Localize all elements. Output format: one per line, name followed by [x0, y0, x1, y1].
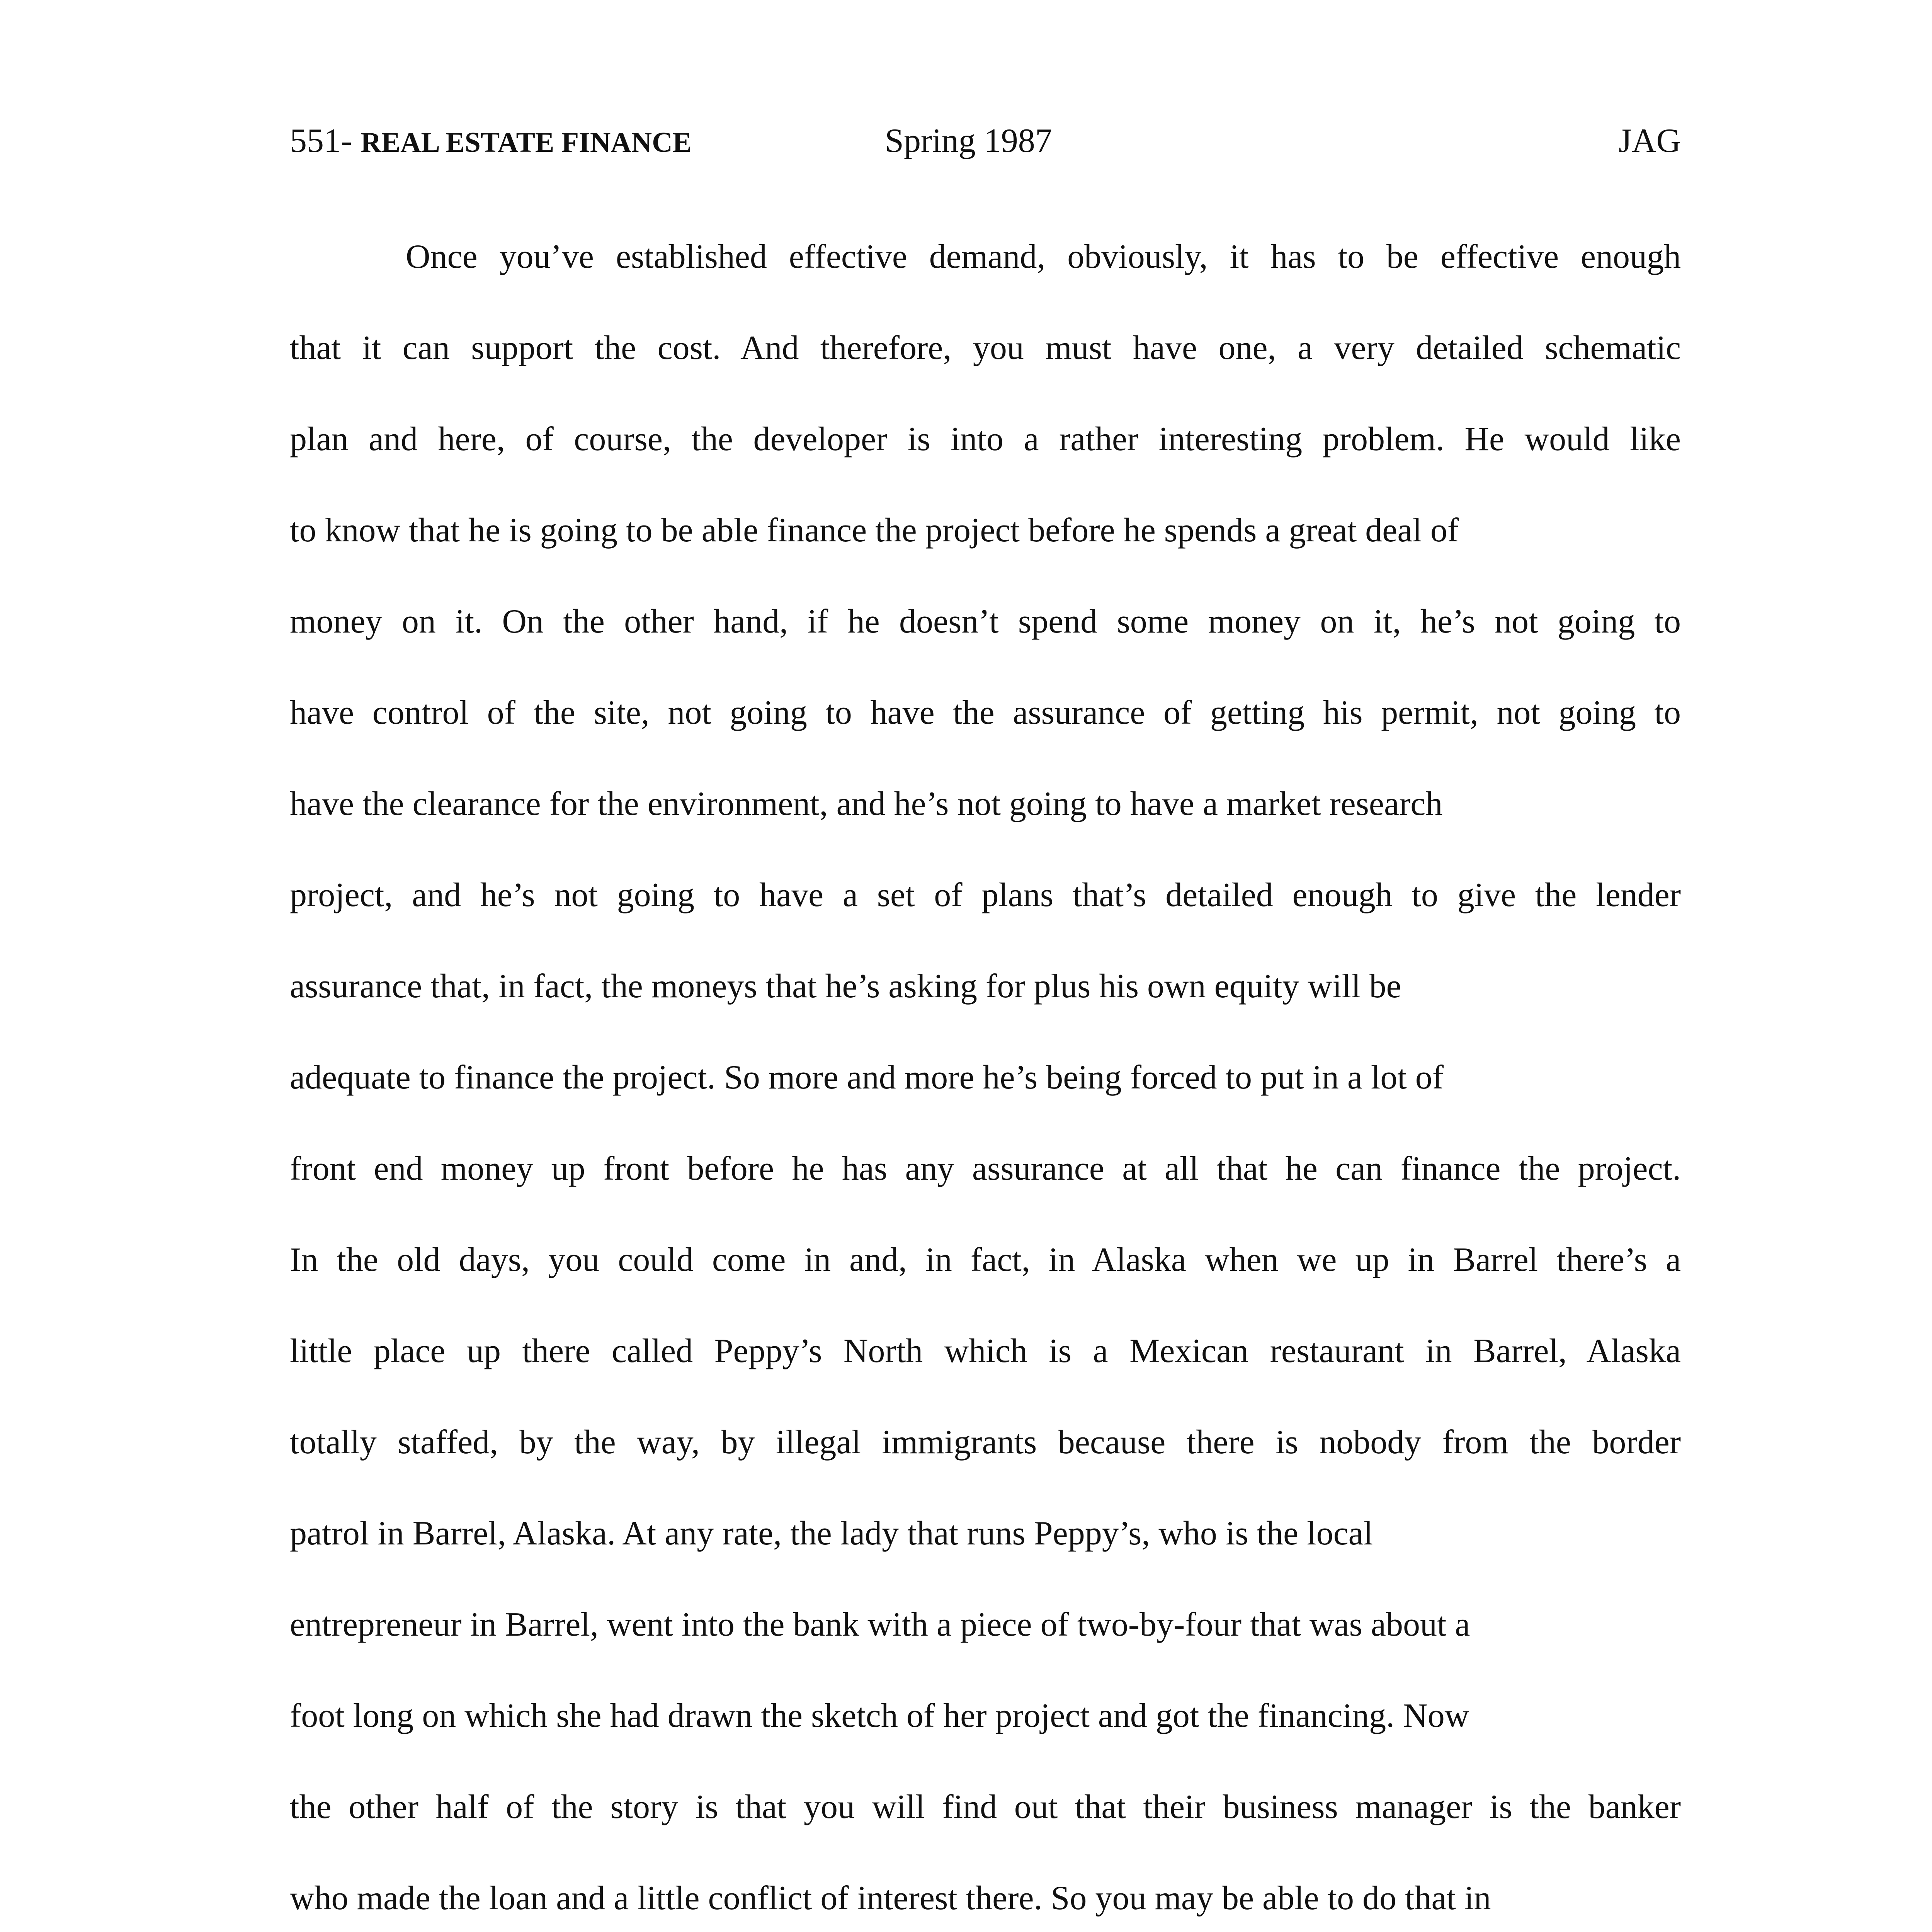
- body-line: patrol in Barrel, Alaska. At any rate, the lady that runs Peppy’s, who is the local: [290, 1515, 1373, 1552]
- body-line: that it can support the cost. And therefore, you must have one, a very detailed schematic: [290, 329, 1681, 367]
- body-line: entrepreneur in Barrel, went into the bank with a piece of two-by-four that was about a: [290, 1606, 1470, 1643]
- author-initials: JAG: [1618, 122, 1681, 160]
- course-name: REAL ESTATE FINANCE: [361, 127, 692, 158]
- body-line: In the old days, you could come in and, in fact, in Alaska when we up in Barrel there’s a: [290, 1241, 1681, 1279]
- body-line: little place up there called Peppy’s North which is a Mexican restaurant in Barrel, Alaska: [290, 1332, 1681, 1370]
- body-line: to know that he is going to be able finance the project before he spends a great deal of: [290, 512, 1459, 549]
- body-line: the other half of the story is that you will find out that their business manager is the banker: [290, 1788, 1681, 1826]
- body-line: assurance that, in fact, the moneys that he’s asking for plus his own equity will be: [290, 968, 1401, 1005]
- body-line: have the clearance for the environment, and he’s not going to have a market research: [290, 785, 1443, 823]
- course-number: 551-: [290, 122, 352, 160]
- body-line: adequate to finance the project. So more and more he’s being forced to put in a lot of: [290, 1059, 1444, 1096]
- body-line: foot long on which she had drawn the sketch of her project and got the financing. Now: [290, 1697, 1469, 1735]
- page-header: [290, 112, 1681, 170]
- body-line: plan and here, of course, the developer is into a rather interesting problem. He would like: [290, 420, 1681, 458]
- term-label: Spring 1987: [885, 122, 1052, 160]
- body-line: project, and he’s not going to have a set of plans that’s detailed enough to give the lender: [290, 876, 1681, 914]
- body-line: front end money up front before he has any assurance at all that he can finance the project.: [290, 1150, 1681, 1187]
- body-line: money on it. On the other hand, if he doesn’t spend some money on it, he’s not going to: [290, 603, 1681, 640]
- course-heading: [290, 112, 692, 172]
- body-line: Once you’ve established effective demand, obviously, it has to be effective enough: [406, 238, 1681, 276]
- transcript-body: [290, 228, 1681, 1932]
- body-line: who made the loan and a little conflict of interest there. So you may be able to do that in: [290, 1879, 1491, 1917]
- body-line: totally staffed, by the way, by illegal immigrants because there is nobody from the border: [290, 1423, 1681, 1461]
- body-line: have control of the site, not going to have the assurance of getting his permit, not going to: [290, 694, 1681, 731]
